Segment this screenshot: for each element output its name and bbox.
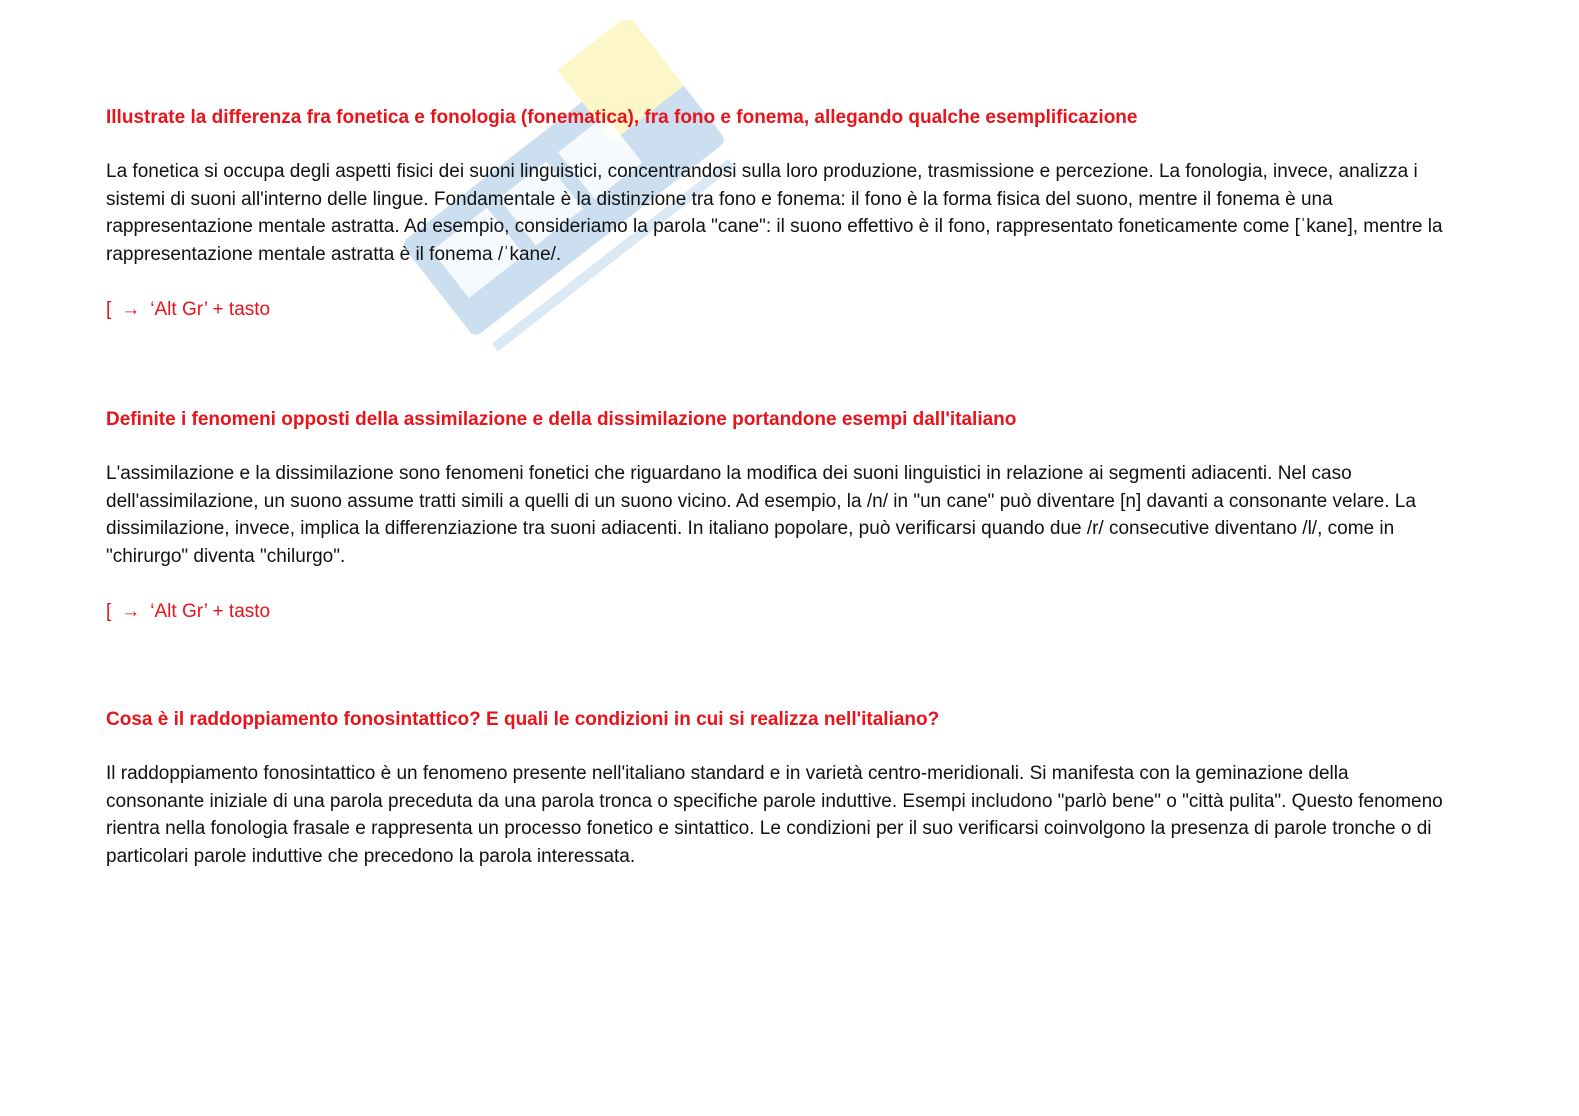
answer-paragraph: La fonetica si occupa degli aspetti fisici dei suoni linguistici, concentrandosi sulla loro produzione, trasmissione e percezione. La fonologia, invece, analizza i sistemi di suoni all'interno delle lingue. Fondamentale è la distinzione tra fono e fonema: il fono è la forma fisica del suono, mentre il fonema è una rappresentazione mentale astratta. Ad esempio, consideriamo la parola "cane": il suono effettivo è il fono, rappresentato foneticamente come [ˈkane], mentre la rappresentazione mentale astratta è il fonema /ˈkane/. [106,161,1443,265]
hint-bracket: [ [106,601,112,622]
hint-text: ‘Alt Gr’ + tasto [150,601,271,622]
arrow-icon: → [121,601,141,622]
question-heading: Definite i fenomeni opposti della assimilazione e della dissimilazione portandone esempi dall'italiano [106,409,1017,430]
hint-bracket: [ [106,299,112,320]
question-heading: Cosa è il raddoppiamento fonosintattico? E quali le condizioni in cui si realizza nell'italiano? [106,709,940,730]
keyboard-hint [106,598,270,625]
question-heading: Illustrate la differenza fra fonetica e fonologia (fonematica), fra fono e fonema, allegando qualche esemplificazione [106,107,1138,128]
answer-paragraph: L'assimilazione e la dissimilazione sono fenomeni fonetici che riguardano la modifica dei suoni linguistici in relazione ai segmenti adiacenti. Nel caso dell'assimilazione, un suono assume tratti simili a quelli di un suono vicino. Ad esempio, la /n/ in "un cane" può diventare [n] davanti a consonante velare. La dissimilazione, invece, implica la differenziazione tra suoni adiacenti. In italiano popolare, può verificarsi quando due /r/ consecutive diventano /l/, come in "chirurgo" diventa "chilurgo". [106,463,1416,567]
answer-paragraph: Il raddoppiamento fonosintattico è un fenomeno presente nell'italiano standard e in varietà centro-meridionali. Si manifesta con la geminazione della consonante iniziale di una parola preceduta da una parola tronca o specifiche parole induttive. Esempi includono "parlò bene" o "città pulita". Questo fenomeno rientra nella fonologia frasale e rappresenta un processo fonetico e sintattico. Le condizioni per il suo verificarsi coinvolgono la presenza di parole tronche o di particolari parole induttive che precedono la parola interessata. [106,763,1443,867]
arrow-icon: → [121,299,141,320]
hint-text: ‘Alt Gr’ + tasto [150,299,271,320]
keyboard-hint [106,296,270,323]
